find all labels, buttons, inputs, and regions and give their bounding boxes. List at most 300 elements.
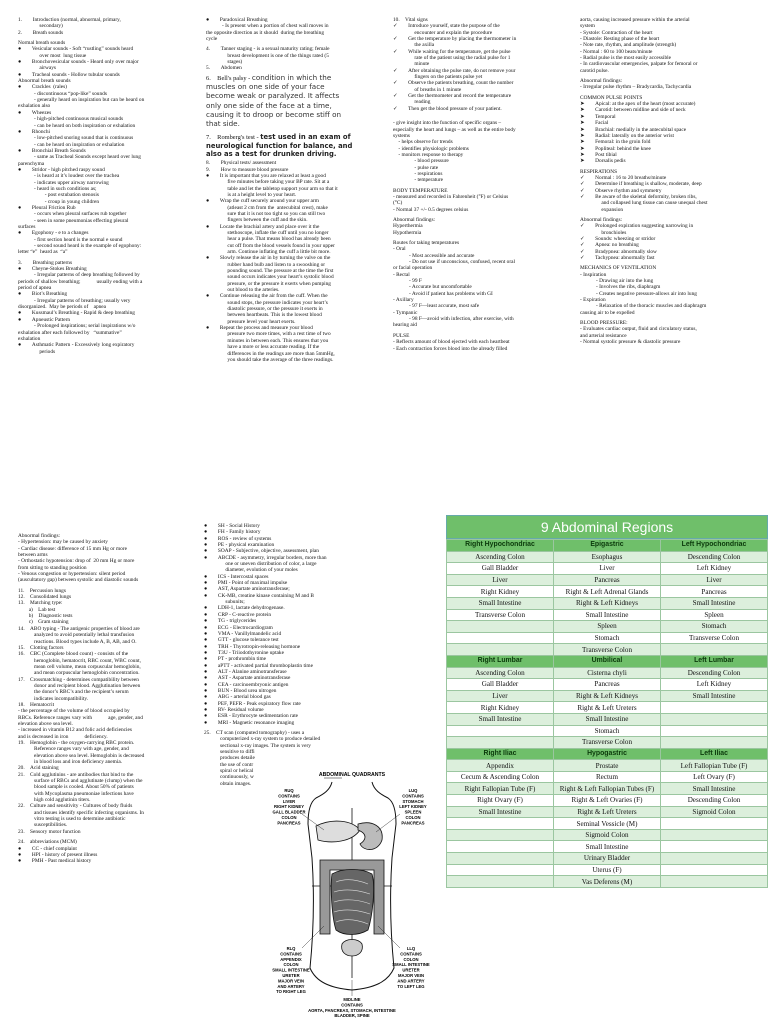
organ-cell: Right & Left Ureters [554, 806, 661, 818]
text-line: c) Gram staining [18, 619, 69, 626]
text-line: 12. Consolidated lungs [18, 594, 72, 601]
text-line: ✓ Sounds: wheezing or stridor [580, 236, 656, 242]
table-row [447, 632, 768, 644]
text-line: 8. Physical tests/ assessment [206, 160, 277, 167]
text-line: out blood to the arteries. [206, 287, 280, 294]
text-line: ● Slowly release the air in by turning the valve on the [206, 255, 331, 262]
text-line: - temperature [393, 177, 444, 184]
text-line: the donor’s RBC’s and the recipient’s serum [18, 689, 129, 696]
figure-label-text: LEFT KIDNEY [399, 804, 427, 810]
text-line: of breaths in 1 minute [393, 86, 462, 93]
organ-cell [447, 829, 554, 841]
text-line: ● AST - Aspartate aminotransferase [204, 675, 291, 682]
text-line: indicates incompatibility. [18, 695, 89, 702]
text-line: 1. Introduction (normal, abnormal, primary, [18, 17, 121, 23]
text-line: ✓ After obtaining the pulse rate, do not remove your [393, 67, 516, 74]
table-row [447, 586, 768, 598]
col2-top-text [206, 17, 386, 72]
region-header-cell: Left Hypochondriac [661, 540, 768, 552]
text-line: periods [18, 348, 56, 355]
text-line: - Tympanic [393, 309, 418, 316]
text-line: b) Diagnostic tests [18, 613, 73, 620]
table-row [447, 690, 768, 702]
text-line: ✓ Introduce yourself, state the purpose of the [393, 23, 500, 30]
text-line: - the percentage of the volume of blood occupied by [18, 708, 130, 715]
organ-cell: Descending Colon [661, 551, 768, 563]
organ-cell: Stomach [554, 632, 661, 644]
figure-label-text: MIDLINE [343, 997, 361, 1002]
text-line: surfaces [18, 224, 36, 230]
text-line: carotid pulse. [580, 67, 609, 74]
table-row [447, 737, 768, 749]
text-line: - second sound heard is the example of egophony: [18, 243, 142, 250]
text-line: ● It is important that you are relaxed at least a good [206, 172, 326, 179]
figure-label-text: LUQ [408, 788, 418, 793]
text-line: COMMON PULSE POINTS [580, 94, 643, 101]
figure-label-text: AORTA, PANCREAS, STOMACH, INTESTINE [308, 1007, 396, 1013]
table-title: 9 Abdominal Regions [446, 515, 768, 539]
text-line: ● Crackles (rales) [18, 84, 67, 91]
text-line: you should take the average of the three readings. [206, 356, 334, 363]
table-row [447, 574, 768, 586]
text-line: ● CC - chief complaint [18, 845, 77, 852]
text-line: sound occurs indicates your heart’s systolic blood [206, 274, 334, 281]
text-line: - Inspiration [580, 271, 607, 278]
abdominal-quadrants-figure [272, 768, 430, 1024]
organ-cell: Liver [447, 574, 554, 586]
figure-title: ABDOMINAL QUADRANTS [318, 772, 386, 778]
organ-cell: Right & Left Fallopian Tubes (F) [554, 783, 661, 795]
text-line: ● PEF, PEFR - Peak expiratory flow rate [204, 700, 301, 707]
text-line: system [580, 23, 595, 30]
text-line: ● Egophony - e to a changes [18, 230, 89, 237]
figure-label-text: GALL BLADDER [272, 809, 306, 815]
organ-cell [661, 841, 768, 853]
organ-cell: Uterus (F) [554, 864, 661, 876]
organ-cell [447, 621, 554, 633]
text-line: - measured and recorded in Fahrenheit (°F) or Celsius [393, 193, 509, 200]
text-line: ● ICS - Intercostal spaces [204, 573, 269, 580]
text-line: - Normal 37 +/- 0.5 degrees celsius [393, 206, 469, 213]
text-line: RESPIRATIONS [580, 168, 618, 175]
text-line: exhalation after each followed by “summative” [18, 329, 122, 336]
text-line: cycle [206, 36, 218, 43]
organ-cell: Spleen [554, 621, 661, 633]
abdominal-regions-table [446, 515, 768, 886]
text-line: - In cardiovascular emergencies, palpate for femoral or [580, 61, 698, 68]
text-line: 10. Vital signs [393, 17, 428, 23]
organ-cell: Seminal Vessicle (M) [554, 818, 661, 830]
text-line: ✓ Be aware of the skeletal deformity, broken ribs, [580, 193, 697, 200]
figure-label-text: COLON [281, 815, 297, 820]
handwritten-line: neurological function for balance, and [206, 141, 353, 150]
text-line: ● SH - Social History [204, 523, 260, 529]
text-line: - give insight into the function of specific organs – [393, 120, 502, 127]
text-line: - monitors response to therapy [393, 151, 464, 158]
text-line: - Avoid if patient has problems with GI [393, 290, 493, 297]
text-line: ✓ Then get the blood pressure of your patient. [393, 105, 502, 112]
text-line: Reference ranges vary with age, gender, and [18, 746, 129, 753]
text-line: 21. Cold agglutinins - are antibodies that bind to the [18, 771, 134, 778]
text-line: exhalation also [18, 103, 51, 110]
figure-label-text: MAJOR VEIN [397, 973, 425, 978]
text-line: ● ESR - Erythrocyte sedimentation rate [204, 713, 299, 720]
organ-cell: Liver [447, 690, 554, 702]
text-line: obtain images. [204, 780, 252, 787]
text-line: ● ABCDE - asymmetry, irregular borders, more than [204, 554, 327, 561]
organ-cell [661, 702, 768, 714]
text-line: - Do not use if unconscious, confused, recent oral [393, 259, 515, 266]
region-header-cell: Left Iliac [661, 748, 768, 760]
organ-cell: Right & Left Ovaries (F) [554, 795, 661, 807]
organ-cell: Right & Left Kidneys [554, 690, 661, 702]
table-row [447, 795, 768, 807]
text-line: bronchioles [580, 229, 627, 236]
text-line: - 98 F—avoid with infection, after exercise, with [393, 316, 514, 323]
organ-cell: Left Kidney [661, 679, 768, 691]
region-header-cell: Hypogastric [554, 748, 661, 760]
text-line: Routes for taking temperatures [393, 240, 460, 246]
text-line: Hyperthermia [393, 223, 423, 230]
organ-cell [447, 644, 554, 656]
text-line: especially the heart and lungs – as well as the entire body [393, 126, 516, 133]
text-line: - Orthostatic hypotension: drop of 20 mm Hg or more [18, 558, 135, 565]
text-line: airways [18, 65, 56, 72]
figure-label-text: URETER [282, 973, 300, 978]
text-line: - Irregular patterns of breathing; usually very [18, 297, 131, 304]
text-line: - Reflects amount of blood ejected with each heartbeat [393, 339, 510, 346]
text-line: 11. Percussion lungs [18, 587, 66, 594]
handwritten-line: condition in which the [251, 72, 332, 82]
text-line: 23. Sensory motor function [18, 828, 81, 835]
figure-label-text: COLON [403, 956, 419, 962]
text-line: - respirations [393, 170, 443, 177]
text-line: between arms [18, 552, 48, 559]
text-line: ➤ Carotid: between midline and side of neck [580, 107, 686, 114]
organ-cell: Descending Colon [661, 795, 768, 807]
text-line: - generally heard on inspiration but can be heard on [18, 97, 145, 104]
organ-cell: Small Intestine [447, 713, 554, 725]
handwritten-line: also as a test for drunken driving. [206, 150, 337, 159]
text-line: ● aPTT - activated partial thromboplastin time [204, 662, 313, 669]
text-line: ● Cheyne-Stokes Breathing [18, 266, 87, 273]
organ-cell [661, 864, 768, 876]
text-line: diameter, evolution of your moles [204, 567, 298, 574]
text-line: 16. CBC (Complete blood count) - consists of the [18, 651, 129, 658]
text-line: - Accurate but uncomfortable [393, 284, 472, 291]
column-pulse-respirations [580, 17, 762, 346]
text-line: Abnormal findings: [580, 216, 623, 223]
romberg-item [206, 133, 386, 159]
organ-cell: Esophagus [554, 551, 661, 563]
text-line: ● Wrap the cuff securely around your upper arm [206, 198, 319, 205]
text-line: periods of shallow breathing; usually ending with a [18, 278, 143, 285]
text-line: - Relaxation of the thoracic muscles and diaphragm [580, 303, 707, 310]
table-row [447, 818, 768, 830]
figure-label-text: LIVER [282, 798, 296, 804]
text-line: the opposite direction as it should during the breathing [206, 29, 324, 36]
text-line: Hypothermia [393, 229, 422, 236]
table-row [447, 841, 768, 853]
text-line: ➤ Femoral: in the groin fold [580, 139, 651, 146]
text-line: 9. How to measure blood pressure [206, 166, 289, 173]
text-line: minute [393, 61, 430, 68]
text-line: continuously, w [204, 774, 254, 781]
text-line: ● Continue releasing the air from the cuff. When the [206, 293, 328, 300]
organ-cell [447, 841, 554, 853]
text-line: rate of the patient using the radial pulse for 1 [393, 55, 511, 62]
organ-cell: Cecum & Ascending Colon [447, 771, 554, 783]
organ-cell: Urinary Bladder [554, 853, 661, 865]
text-line: - is heard at it’s loudest over the trachea [18, 173, 120, 180]
text-line: table and let the tabletop support your arm so that it [206, 185, 338, 192]
table-row [447, 667, 768, 679]
text-line: 3. Breathing patterns [18, 259, 73, 266]
text-line: - Cardiac disease: difference of 15 mm Hg or more [18, 545, 127, 552]
figure-label-text: SPLEEN [404, 809, 422, 815]
text-line: - occurs when pleural surfaces rub together [18, 211, 127, 218]
table-row [447, 725, 768, 737]
text-line: MECHANICS OF VENTILATION [580, 265, 657, 272]
organ-cell [447, 737, 554, 749]
text-line: surface of RBCs and agglutinate (clump) when the [18, 778, 143, 785]
organ-cell: Stomach [661, 621, 768, 633]
text-line: 20. Acid staining [18, 765, 59, 772]
organ-cell: Left Kidney [661, 563, 768, 575]
text-line: - Expiration [580, 297, 606, 304]
organ-cell: Prostate [554, 760, 661, 772]
text-line: - Note rate, rhythm, and amplitude (strength) [580, 42, 677, 49]
figure-label-text: CONTAINS [341, 1002, 363, 1008]
organ-cell [661, 644, 768, 656]
text-line: reactions. Blood types include A, B, AB, and O. [18, 638, 137, 645]
handwritten-line: only one side of the face at a time, [206, 100, 332, 110]
text-line: the axilla [393, 42, 435, 49]
text-line: ● Paradoxical Breathing [206, 17, 268, 23]
organ-cell [661, 876, 768, 888]
figure-label-text: AND ARTERY [277, 983, 305, 989]
text-line: fingers between the cuff and the skin. [206, 217, 308, 224]
text-line: ✓ Determine if breathing is shallow, moderate, deep [580, 181, 702, 188]
text-line: - Irregular patterns of deep breathing followed by [18, 272, 140, 279]
text-line: ● Bronchovesicular sounds - Heard only over major [18, 59, 139, 66]
text-line: pressure level your heart exerts. [206, 318, 296, 325]
text-line: produces detaile [204, 755, 255, 762]
organ-cell: Appendix [447, 760, 554, 772]
text-line: ● T3U - Triiodothyronine uptake [204, 649, 284, 656]
region-header-cell: Right Lumbar [447, 655, 554, 667]
text-line: - helps observe for trends [393, 139, 453, 146]
text-line: hemoglobin, hematocrit, RBC count, WBC count, [18, 657, 141, 664]
figure-label-text: SMALL INTESTINE [392, 962, 430, 968]
text-line: - Normal systolic pressure & diastolic pressure [580, 339, 681, 346]
organ-cell [661, 725, 768, 737]
figure-label-text: MAJOR VEIN [277, 978, 305, 984]
text-line: vitro testing is used to determine antibiotic [18, 816, 126, 823]
figure-label-text: RIGHT KIDNEY [273, 804, 305, 810]
text-line: ● Bronchial Breath Sounds [18, 147, 86, 154]
text-line: - Radial pulse is the most easily accessible [580, 55, 671, 62]
organ-cell [661, 853, 768, 865]
table-row [447, 551, 768, 563]
text-line: with Mycoplasma pneumoniae infections have [18, 790, 134, 797]
text-line: sectional x-ray images. The system is very [204, 742, 311, 749]
text-line: aorta, causing increased pressure within the arterial [580, 17, 690, 23]
region-header-cell: Epigastric [554, 540, 661, 552]
organ-cell: Stomach [554, 725, 661, 737]
organ-cell [447, 725, 554, 737]
table-row [447, 771, 768, 783]
organ-cell [661, 713, 768, 725]
text-line: - indicates upper airway narrowing [18, 179, 109, 186]
organ-cell [661, 737, 768, 749]
figure-label-text: PANCREAS [401, 820, 425, 826]
text-line: ● Rhonchi [18, 128, 51, 135]
region-header-cell: Right Hypochondriac [447, 540, 554, 552]
text-line: 5. Abdomen [206, 65, 242, 72]
text-line: - Most accessible and accurate [393, 252, 475, 259]
text-line: ● CEA - carcinoembryonic antigen [204, 681, 289, 688]
region-header-cell: Right Iliac [447, 748, 554, 760]
text-line: 18. Hematocrit [18, 701, 55, 708]
text-line: ✓ Normal : 16 to 20 breaths/minute [580, 174, 667, 181]
text-line: - Normal : 60 to 100 beats/minute [580, 48, 653, 55]
table-row [447, 621, 768, 633]
text-line: - Creates negative pressure-allows air into lung [580, 290, 697, 297]
text-line: causing air to be expelled [580, 309, 635, 316]
text-line: ● VMA - Vanillylmandelic acid [204, 630, 282, 637]
table-row [447, 829, 768, 841]
organ-cell: Small Intestine [447, 806, 554, 818]
text-line: - can be heard on inspiration or exhalation [18, 141, 125, 148]
text-line: 19. Hemoglobin - the oxygen-carrying RBC protein. [18, 740, 135, 746]
text-line: donor and recipient blood. Agglutination between [18, 682, 141, 689]
text-line: ● Tracheal sounds - Hollow tubular sounds [18, 71, 120, 78]
region-header-row [447, 748, 768, 760]
text-line: - identifies physiologic problems [393, 145, 469, 152]
column-breath-sounds [18, 17, 196, 355]
text-line: (°C) [393, 200, 403, 207]
text-line: - Venous congestion or hypertension: silent period [18, 571, 126, 578]
figure-label-text: PANCREAS [277, 820, 301, 826]
organ-cell: Small Intestine [554, 609, 661, 621]
text-line: RBCs. Reference ranges vary with age, gender, and [18, 714, 143, 721]
organ-cell: Descending Colon [661, 667, 768, 679]
text-line: over most lung tissue [18, 52, 87, 59]
text-line: letter “e” heard as “a” [18, 249, 68, 256]
text-line: ● TRH - Thyrotropin-releasing hormone [204, 643, 301, 650]
figure-label-text: STOMACH [402, 798, 424, 804]
text-line: ● MRI - Magnetic resonance imaging [204, 719, 295, 726]
text-line: ● CK-MB, creatine kinase containing M and B [204, 592, 314, 599]
text-line: 13. Matching type: [18, 600, 63, 607]
table-row [447, 713, 768, 725]
text-line: diastolic pressure, or the pressure it exerts in [206, 306, 323, 313]
organ-cell: Left Ovary (F) [661, 771, 768, 783]
text-line: ● Asthmatic Pattern - Excessively long expiratory [18, 342, 135, 349]
figure-label-text: LLQ [406, 946, 416, 951]
text-line: ● PMI - Point of maximal impulse [204, 580, 288, 587]
organ-cell [661, 829, 768, 841]
organ-cell: Liver [554, 563, 661, 575]
table-row [447, 679, 768, 691]
text-line: period of apnea [18, 285, 52, 292]
organ-cell [447, 853, 554, 865]
text-line: ➤ Post tibial [580, 151, 617, 158]
text-line: sound stops, the pressure indicates your heart’s [206, 299, 328, 306]
text-line: 4. Tanner staging - is a sexual maturity rating; female [206, 46, 330, 53]
text-line: elevation above sea level. [18, 720, 73, 727]
figure-label-text: URETER [402, 967, 420, 973]
figure-label-text: BLADDER, SPINE [334, 1013, 370, 1019]
text-line: parenchyma [18, 160, 45, 167]
organ-cell: Sigmoid Colon [554, 829, 661, 841]
table-row [447, 864, 768, 876]
organ-cell: Gall Bladder [447, 563, 554, 575]
figure-label-text: RUQ [284, 788, 294, 793]
text-line: systems [393, 132, 410, 139]
organ-cell: Pancreas [554, 679, 661, 691]
figure-label-text: COLON [405, 815, 421, 820]
table-row [447, 853, 768, 865]
column-assessment [206, 17, 386, 363]
text-line: - increased in vitamin B12 and folic acid deficiencies [18, 727, 132, 734]
text-line: stages) [206, 59, 243, 66]
organ-cell: Right Kidney [447, 702, 554, 714]
text-line: ● Apneustic Pattern [18, 316, 71, 323]
text-line: - Systole: Contraction of the heart [580, 29, 653, 36]
organ-cell: Right & Left Adrenal Glands [554, 586, 661, 598]
text-line: secondary) [18, 23, 63, 30]
text-line: susceptibilities. [18, 822, 68, 829]
figure-label-text: APPENDIX [280, 956, 302, 962]
text-line: - Diastole: Resting phase of the heart [580, 36, 660, 43]
text-line: from sitting to standing position [18, 564, 87, 571]
text-line: ● Vesicular sounds - Soft “rustling” sounds heard [18, 46, 134, 53]
text-line: spiral or helical [204, 768, 254, 775]
bells-palsy-label: 6. Bell's palsy - [206, 74, 252, 82]
text-line: ● CRP - C-reactive protein [204, 611, 271, 618]
organ-cell: Small Intestine [554, 713, 661, 725]
organ-cell: Left Fallopian Tube (F) [661, 760, 768, 772]
organ-cell: Rectum [554, 771, 661, 783]
text-line: and arterial resistance [580, 332, 627, 339]
intestine-shape [331, 870, 373, 935]
text-line: ✓ Observe rhythm and symmetry [580, 187, 662, 194]
organ-cell: Cisterna chyli [554, 667, 661, 679]
organ-cell: Right & Left Kidneys [554, 597, 661, 609]
text-line: ✓ Prolonged expiration suggesting narrowing in [580, 223, 694, 230]
table-row [447, 760, 768, 772]
text-line: - Each contraction forces blood into the already filled [393, 345, 508, 352]
text-line: - Oral [393, 246, 406, 253]
text-line: (atleast 2 cm from the antecubital crest), make [206, 204, 328, 211]
column-lab-tests [18, 533, 202, 865]
text-line: ● SOAP - Subjective, objective, assessment, plan [204, 548, 319, 555]
organ-cell [447, 876, 554, 888]
text-line: ● LDH-1, lactate dehydrogenase. [204, 605, 285, 612]
text-line: - Irregular pulse rhythm – Bradycardia, Tachycardia [580, 84, 692, 91]
text-line: subunits; [204, 599, 245, 606]
organ-cell: Spleen [661, 609, 768, 621]
text-line: - seen in some pneumonias effecting pleural [18, 217, 129, 224]
text-line: ● PT - prothrombin time [204, 656, 267, 663]
text-line: ● HPI - history of present illness [18, 851, 98, 858]
text-line: analyzed to avoid potentially lethal transfusion [18, 632, 135, 639]
text-line: ✓ Get the temperature by placing the thermometer in [393, 36, 517, 43]
organ-cell: Right & Left Ureters [554, 702, 661, 714]
text-line: breast development is one of the things rated (5 [206, 52, 329, 59]
